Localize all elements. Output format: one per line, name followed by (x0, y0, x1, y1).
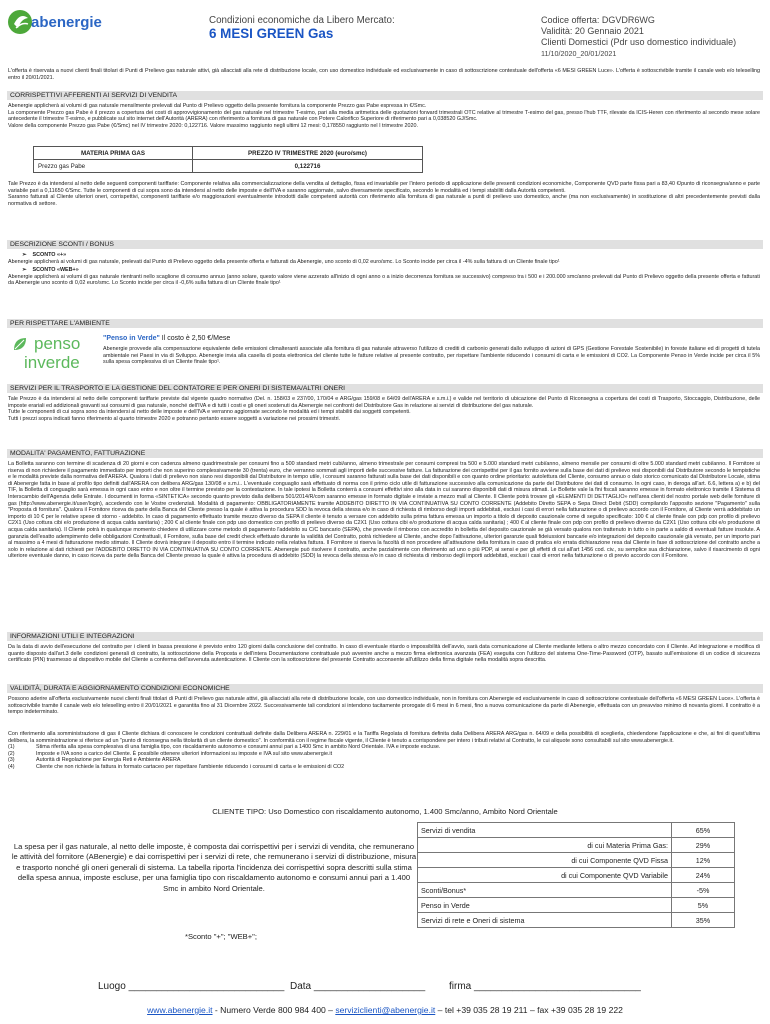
sconto-web-label: ➢ SCONTO «WEB+» (22, 267, 79, 274)
footer-email-link[interactable]: serviziclienti@abenergie.it (335, 1005, 436, 1015)
note-number: (2) (8, 750, 15, 757)
price-table-h1: MATERIA PRIMA GAS (34, 147, 193, 160)
cliente-tipo-row (418, 823, 735, 838)
sconto-web-label-text: SCONTO «WEB+» (32, 267, 79, 274)
price-table-h2: PREZZO IV TRIMESTRE 2020 (euro/smc) (193, 147, 423, 160)
cliente-tipo-value: 65% (672, 823, 735, 838)
price-table-header (34, 147, 423, 160)
cliente-tipo-label: Penso in Verde (418, 898, 672, 913)
section-sconti: DESCRIZIONE SCONTI / BONUS (7, 240, 763, 249)
footer-site-link[interactable]: www.abenergie.it (147, 1005, 213, 1015)
corrispettivi-p5: Saranno fatturati al Cliente ulteriori oneri, corrispettivi, componenti tariffarie e/o maggiorazioni eventualmente introdotti dalle competenti autorità con riferimento alla fornitura di gas naturale a punti di prelievo uso domestico, anche (ma non esclusivamente) in sostituzione di altri precedentemente previsti dalla normativa di settore. (8, 194, 760, 207)
cliente-tipo-value: 29% (672, 838, 735, 853)
section-corrispettivi: CORRISPETTIVI AFFERENTI AI SERVIZI DI VENDITA (7, 91, 763, 100)
cliente-tipo-label: di cui Componente QVD Fissa (418, 853, 672, 868)
note-item (8, 757, 760, 764)
note-number: (1) (8, 744, 15, 751)
cliente-tipo-row (418, 883, 735, 898)
trasporto-text (8, 396, 760, 422)
footer-contacts (0, 1005, 770, 1015)
riferimenti-p1: Con riferimento alla somministrazione di gas il Cliente dichiara di conoscere le condizioni contrattuali definite dalla Delibera ARERA n. 229/01 e la Tariffa Regolata di fornitura definita dalla Delibera ARERA ARG/gas n. 64/09 e della possibilità di sceglierla, chiedendone l'applicazione e che, ai fini di quest'ultima delibera, la somministrazione si riferisce ad un "punto di riconsegna nella titolarità di un cliente domestico". In conformità con il regime fiscale vigente, il Cliente è tenuto a corrispondere per intero i tributi relativi al Contratto, le cui aliquote sono consultabili sul sito www.abenergie.it. (8, 731, 760, 744)
offer-codes (541, 15, 736, 59)
penso-title: "Penso in Verde" (103, 335, 160, 342)
trasporto-p2: Tutte le componenti di cui sopra sono da intendersi al netto delle imposte e dell'IVA e verranno aggiornate secondo le modalità ed i tempi stabiliti dai soggetti competenti. (8, 409, 411, 416)
cliente-tipo-value: -5% (672, 883, 735, 898)
cliente-tipo-row (418, 913, 735, 928)
cliente-tipo-value: 5% (672, 898, 735, 913)
note-item (8, 764, 760, 771)
section-trasporto: SERVIZI PER IL TRASPORTO E LA GESTIONE DEL CONTATORE E PER ONERI DI SISTEMA/ALTRI ONERI (7, 384, 763, 393)
note-item (8, 744, 760, 751)
price-table-row (34, 160, 423, 173)
section-ambiente: PER RISPETTARE L'AMBIENTE (7, 319, 763, 328)
note-text: Imposte e IVA sono a carico del Cliente. È possibile ottenere ulteriori informazioni su imposte e IVA sul sito www.abenergie.it (36, 750, 333, 757)
signature-luogo[interactable]: Luogo ____________________________ (98, 981, 285, 992)
section-informazioni: INFORMAZIONI UTILI E INTEGRAZIONI (7, 632, 763, 641)
offer-name: 6 MESI GREEN Gas (209, 26, 334, 41)
corrispettivi-p4: Tale Prezzo è da intendersi al netto delle seguenti componenti tariffarie: Componente relativa alla commercializzazione della vendita al dettaglio, fissa ed invariabile per l'intero periodo di applicazione delle presenti condizioni economiche, Componente QVD parte fissa pari a 83,40 €/punto di riconsegna/anno e parte variabile pari a 0,11650 €/Smc. Tutte le componenti di cui sopra sono da intendersi al netto delle imposte e dell'IVA e saranno aggiornate, salvo diversamente specificato, secondo le modalità ed i tempi stabiliti dalla Autorità competenti. (8, 181, 760, 194)
penso-in-verde-title (103, 335, 230, 342)
corrispettivi-text (8, 103, 760, 129)
note-number: (4) (8, 763, 15, 770)
signature-firma[interactable]: firma ______________________________ (449, 981, 641, 992)
note-text: Cliente che non richiede la fattura in formato cartaceo per rispettare l'ambiente riducendo i consumi di carta e le emissioni di CO2 (36, 763, 345, 770)
signature-data[interactable]: Data ____________________ (290, 981, 426, 992)
pagamento-text: La Bolletta saranno con termine di scadenza di 20 giorni e con cadenza almeno quadrimestrale per consumi fino a 500 standard metri cubi/anno, almeno trimestrale per consumi compresi tra 500 e 5.000 standard metri cubi/anno, almeno mensile per consumi di oltre 5.000 standard metri cubi/anno. Il Fornitore si riserva di non richiedere il pagamento immediato per importi che non superino complessivamente 30 (trenta) euro, che verranno sommati agli importi delle successive fatture. La fatturazione dei corrispettivi per il gas fornito avviene sulla base dei dati di prelievo resi disponibili dal Distributore secondo le tempistiche e le modalità previste dalla normativa dell'ARERA. Qualora i dati di prelievo non siano resi disponibili dal Distributore in tempo utile, i consumi saranno fatturati sulla base dei dati disponibili e con quanto ordine prioritario: autolettura del Cliente, consumo annuo o dato storico comunicato dal Distributore Locale, stima di Abenergie fatta in base al profilo tipo definiti dall'ARERA con delibera ARG/gas 130/08 e s.m.i.. L'eventuale conguaglio sarà effettuato di norma con il primo ciclo utile di fatturazione successivo alla comunicazione da parte del Distributore dei dati di consumo. In ogni caso, in deroga all'art. 6.6, lettera a) e b) del TIF, la Bolletta di conguaglio sarà emessa in ogni caso entro e non oltre il termine previsto per la contestazione. In tale ipotesi la Bolletta conterrà a consumi effettivi sino alla data in cui saranno disponibili dati di misura stimati. Le Bollette vale la fini fiscali saranno emesse in formato elettronico tramite il Sistema di Interscambio dell'Agenzia delle Entrate. I documenti in forma «SINTETICA» secondo quanto previsto dalla delibera 501/2014/R/com saranno emesse in formato digitale e inviate a mezzo mail al Cliente. Il Cliente potrà trovare gli «ELEMENTI DI DETTAGLIO» nell'area clienti del nostro portale web delle forniture di gas (http://www.abenergie.it/user/login), accedendo con le Vostre credenziali. Modalità di pagamento: OBBLIGATORIAMENTE tramite ADDEBITO DIRETTO IN VIA CONTINUATIVA SU CONTO CORRENTE (Addebito Diretto SEPA o Sepa Direct Debit (SDD) compilando l'apposito sezione "Pagamento" sulla "Proposta di fornitura". Qualora il Fornitore riceva da parte della Banca del Cliente presso la quale è attiva la procedura SDD la revoca della stessa e/o in caso di richiesta di rimborso degli importi addebitati, esclusi i casi di errori nella fatturazione o di prelievo accordo con il Fornitore, al Cliente verrà addebitato un importo di 10 € per le relative spese di storno - addebito. In caso di pagamento effettuato tramite mezzo diverso da SEPA il cliente è tenuto a versare con addebito sulla prima fattura emessa un importo a titolo di deposito cauzionale come di seguito specificato: 100 € al cliente finale con pdp con profilo di prelievo C2X1 (Uso cottura cibi e/o produzione di acqua calda sanitaria) ; 200 € al cliente finale con pdp uso domestico con profilo di prelievo diverso da C2X1 (Uso cottura cibi e/o produzione di acqua calda sanitaria) ; 400 € al cliente finale con pdp con profilo di prelievo diverso da C2X1 (Uso cottura cibi e/o produzione di acqua calda sanitaria). Il Cliente potrà in qualunque momento chiedere di utilizzare come metodo di pagamento l'addebito su C/C bancario (SEPA), che prevede il rimborso con accredito in bolletta del deposito cauzionale se già versato qualora non trattenuto in tutto o in parte a saldo di eventuali fatture insolute. A garanzia dell'esatto adempimento delle obbligazioni Contrattuali, il Fornitore, sulla base del credit check effettuato durante la validità del Contratto, potrà richiedere al Cliente, anche dopo l'attivazione, ulteriori garanzie quali fideiussioni bancarie e/o integrazioni del deposito cauzionale già versato, per un importo pari al massimo a 4 mesi di fatturazione medio stimato. Il Cliente dovrà integrare il deposito entro il termine indicato nella relativa fattura. Il Fornitore si riserva la facoltà di non procedere all'attivazione della fornitura in caso di pratica e/o errata dichiarazione resa dal Cliente in fase di sottoscrizione del contratto anche a solo in relazione ai dati richiesti per l'ADDEBITO DIRETTO IN VIA CONTINUATIVA SU CONTO CORRENTE. Abenergie può risolvere il contratto, anche parzialmente con riferimento ad uno o più PDP, ai sensi e per gli effetti di cui all'art 1456 cod. civ., su semplice sua dichiarazione, salvo il risarcimento di ogni ulteriore eventuale danno, in caso riceva da parte della Banca del Cliente presso la quale è attiva la procedura di addebito (SDD) la revoca della stessa e/o in caso di richiesta di rimborso degli importi addebitati, esclusi i casi di errori nella fatturazione o di previo accordo con il Fornitore. (8, 461, 760, 560)
note-text: Stima riferita alla spesa complessiva di una famiglia tipo, con riscaldamento autonomo e consumi annui pari a 1400 Smc in ambito Nord Orientale. IVA e imposte escluse. (36, 744, 441, 751)
section-validita: VALIDITÀ, DURATA E AGGIORNAMENTO CONDIZIONI ECONOMICHE (7, 684, 763, 693)
riferimenti-text (8, 731, 760, 771)
penso-text: Abenergie provvede alla compensazione equivalente delle emissioni climalteranti associate alla fornitura di gas naturale attraverso l'utilizzo di crediti di carbonio generati dallo sviluppo di azioni di GPS (Gestione Forestale Sostenibile) in foreste italiane ed di progetti di tutela ambientale nei Paesi in via di Sviluppo. Abenergie invia alla casella di posta elettronica del cliente tutte le fatture relative al presente contratto, per rispettare l'ambiente riducendo i consumi di carta e le emissioni di CO2. La Componente Penso in Verde incide per circa il 5% sulla spesa complessiva di un Cliente finale tipo¹. (103, 346, 760, 366)
cliente-tipo-row (418, 853, 735, 868)
informazioni-text: Da la data di avvio dell'esecuzione del contratto per i clienti in bassa pressione è previsto entro 120 giorni dalla conclusione del contratto. In caso di eventuale ritardo o impossibilità dell'avvio, sarà data comunicazione al Cliente mediante lettera o altro mezzo concordato con il Cliente. Ad integrazione e modifica di quanto disposto dall'art.3 delle condizioni generali di contratto, la sottoscrizione della Proposta e dell'intera Documentazione contrattuale può avvenire anche a mezzo firma elettronica avanzata (FEA) eseguita con l'utilizzo del sistema One-Time-Password (OTP), basato sull'emissione di un codice di sicurezza certificato (PIN) trasmesso al dispositivo mobile del Cliente a conferma dell'avvenuta autenticazione. Il Cliente con la sottoscrizione del presente Contratto acconsente all'utilizzo della firma digitale nella modalità sopra descritta. (8, 644, 760, 664)
note-number: (3) (8, 757, 15, 764)
cliente-tipo-label: Servizi di rete e Oneri di sistema (418, 913, 672, 928)
doc-kind: Condizioni economiche da Libero Mercato: (209, 15, 395, 26)
price-table (33, 146, 423, 173)
intro-text: L'offerta è riservata a nuovi clienti finali titolari di Punti di Prelievo gas naturale attivi, già allacciati alla rete di distribuzione locale, con uso domestico individuale ed esclusivamente in caso di sottoscrizione contestuale dell'offerta «6 MESI GREEN Luce». L'offerta è sottoscrivibile tramite il canale web e/o teleselling entro il 20/01/2021. (8, 68, 760, 81)
offer-clients: Clienti Domestici (Pdr uso domestico individuale) (541, 37, 737, 47)
trasporto-p1: Tale Prezzo è da intendersi al netto delle componenti tariffarie previste dal vigente quadro normativo (Del. n. 158/03 e 237/00, 170/04 e ARG/gas 159/08 e 64/09 dell'ARERA e s.m.i.) e valide nel territorio di ubicazione del Punto di Riconsegna a copertura dei costi di Trasporto, Stoccaggio, Distribuzione, delle imposte erariali ed addizionali gravanti sui consumi di gas naturale, nonché dell'IVA e di tutti i costi e gli oneri sostenuti da Abenergie nei confronti del Distributore Gas in relazione ai servizi di distribuzione del gas naturale. (8, 396, 760, 409)
corrispettivi-p1: Abenergie applicherà ai volumi di gas naturale mensilmente prelevati dal Punto di Prelievo oggetto della presente fornitura la componente Prezzo gas Pabe espressa in €/Smc. (8, 103, 427, 109)
cliente-tipo-label: di cui Materia Prima Gas: (418, 838, 672, 853)
offer-dates: 11/10/2020_20/01/2021 (541, 49, 617, 58)
cliente-tipo-row (418, 868, 735, 883)
sconto-plus-label-text: SCONTO «+» (32, 252, 67, 258)
note-text: Autorità di Regolazione per Energia Reti e Ambiente ARERA (36, 757, 181, 764)
offer-validity: Validità: 20 Gennaio 2021 (541, 26, 644, 36)
corrispettivi-notes (8, 181, 760, 207)
section-pagamento: MODALITA' PAGAMENTO, FATTURAZIONE (7, 449, 763, 458)
cliente-tipo-table (417, 822, 735, 928)
cliente-tipo-label: Sconti/Bonus* (418, 883, 672, 898)
cliente-tipo-label: Servizi di vendita (418, 823, 672, 838)
cliente-tipo-row (418, 898, 735, 913)
cliente-tipo-value: 24% (672, 868, 735, 883)
cliente-tipo-value: 35% (672, 913, 735, 928)
cliente-tipo-label: di cui Componente QVD Variabile (418, 868, 672, 883)
price-table-r1: Prezzo gas Pabe (34, 160, 193, 173)
note-item (8, 751, 760, 758)
footer-tel-fax: – tel +39 035 28 19 211 – fax +39 035 28 19 222 (435, 1005, 623, 1015)
sconto-plus-text: Abenergie applicherà ai volumi di gas naturale, prelevati dal Punto di Prelievo oggetto della presente offerta e fatturati da Abenergie, uno sconto di 0,02 euro/smc. Lo Sconto incide per circa il -4% sulla fattura di un Cliente finale tipo¹ (8, 258, 560, 265)
footer-phone: - Numero Verde 800 984 400 – (212, 1005, 336, 1015)
cliente-tipo-description: La spesa per il gas naturale, al netto delle imposte, è composta dai corrispettivi per i servizi di vendita, che remunerano le attività del fornitore (ABenergie) e dai corrispettivi per i servizi di rete, che remunerano i servizi di distribuzione, misura e trasporto nonché gli oneri generali di sistema. La tabella riporta l'incidenza dei corrispettivi sopra descritti sulla stima della spesa annua, imposte escluse, per una famiglia tipo con riscaldamento autonomo e consumi annui pari a 1.400 Smc in ambito Nord Orientale. (11, 842, 417, 893)
corrispettivi-p2: La componente Prezzo gas Pabe è il prezzo a copertura dei costi di approvvigionamento del gas naturale nel trimestre T-esimo, pari alla media aritmetica delle quotazioni forward trimestrali OTC relative al trimestre T-esimo del gas, presso l'hub TTF, rilevate da ICIS-Heren con riferimento al secondo mese solare antecedente il trimestre T-esimo, e pubblicate sul sito internet dell'Autorità (ARERA) con riferimento a fornitura di gas naturale con Potere Calorifico Superiore di riferimento pari a 0,038520 GJ/Smc. (8, 109, 760, 123)
cliente-tipo-title: CLIENTE TIPO: Uso Domestico con riscaldamento autonomo, 1.400 Smc/anno, Ambito Nord Orientale (212, 807, 558, 816)
penso-logo-text: penso (34, 334, 81, 353)
cliente-tipo-value: 12% (672, 853, 735, 868)
cliente-tipo-footnote: *Sconto "+"; "WEB+"; (185, 932, 257, 941)
penso-in-verde-logo (12, 334, 98, 374)
sconto-plus-label: ➢ SCONTO «+» (22, 252, 67, 258)
validita-text: Possono aderire all'offerta esclusivamente nuovi clienti finali titolari di Punti di Prelievo gas naturale attivi, già allacciati alla rete di distribuzione locale, con uso domestico individuale, non in fornitura con Abenergie ed esclusivamente in caso di sottoscrizione contestuale dell'offerta «6 MESI GREEN Luce». L'offerta è sottoscrivibile tramite il canale web e/o teleselling entro il 20/01/2021 e garantita fino al 31 Dicembre 2022. Successivamente tali condizioni si intendono tacitamente prorogate di 6 mesi in 6 mesi, fino a nuova comunicazione da parte di Abenergie, effettuata con un preavviso minimo di novanta giorni. Il contratto è a tempo indeterminato. (8, 696, 760, 716)
trasporto-p3: Tutti i prezzi sopra indicati fanno riferimento al quarto trimestre 2020 e potranno pertanto essere soggetti a variazione nei prossimi trimestri. (8, 415, 341, 422)
leaf-icon (12, 336, 28, 352)
penso-price: Il costo è 2,50 €/Mese (159, 335, 231, 342)
offer-code: Codice offerta: DGVDR6WG (541, 15, 655, 25)
note-list (8, 744, 760, 770)
inverde-logo-text: inverde (24, 353, 80, 372)
brand-name: abenergie (31, 14, 102, 31)
cliente-tipo-row (418, 838, 735, 853)
price-table-v1: 0,122716 (193, 160, 423, 173)
sconto-web-text: Abenergie applicherà ai volumi di gas naturale rientranti nello scaglione di consumo annuo (anno solare, questo valore viene azzerato all'inizio di ogni anno o a inizio decorrenza fornitura se successivo) compreso tra i 500 e i 200.000 smc/anno prelevati dal Punto di Prelievo oggetto della presente offerta e fatturati da Abenergie uno sconto di 0,02 euro/smc. Lo Sconto incide per circa il -0,6% sulla fattura di un Cliente finale tipo¹ (8, 273, 760, 287)
sconti-block (8, 252, 760, 287)
corrispettivi-p3: Valore della componente Prezzo gas Pabe (€/Smc) nel IV trimestre 2020: 0,122716. Valore massimo raggiunto negli ultimi 12 mesi: 0,178550 raggiunto nel I trimestre 2020. (8, 122, 419, 129)
